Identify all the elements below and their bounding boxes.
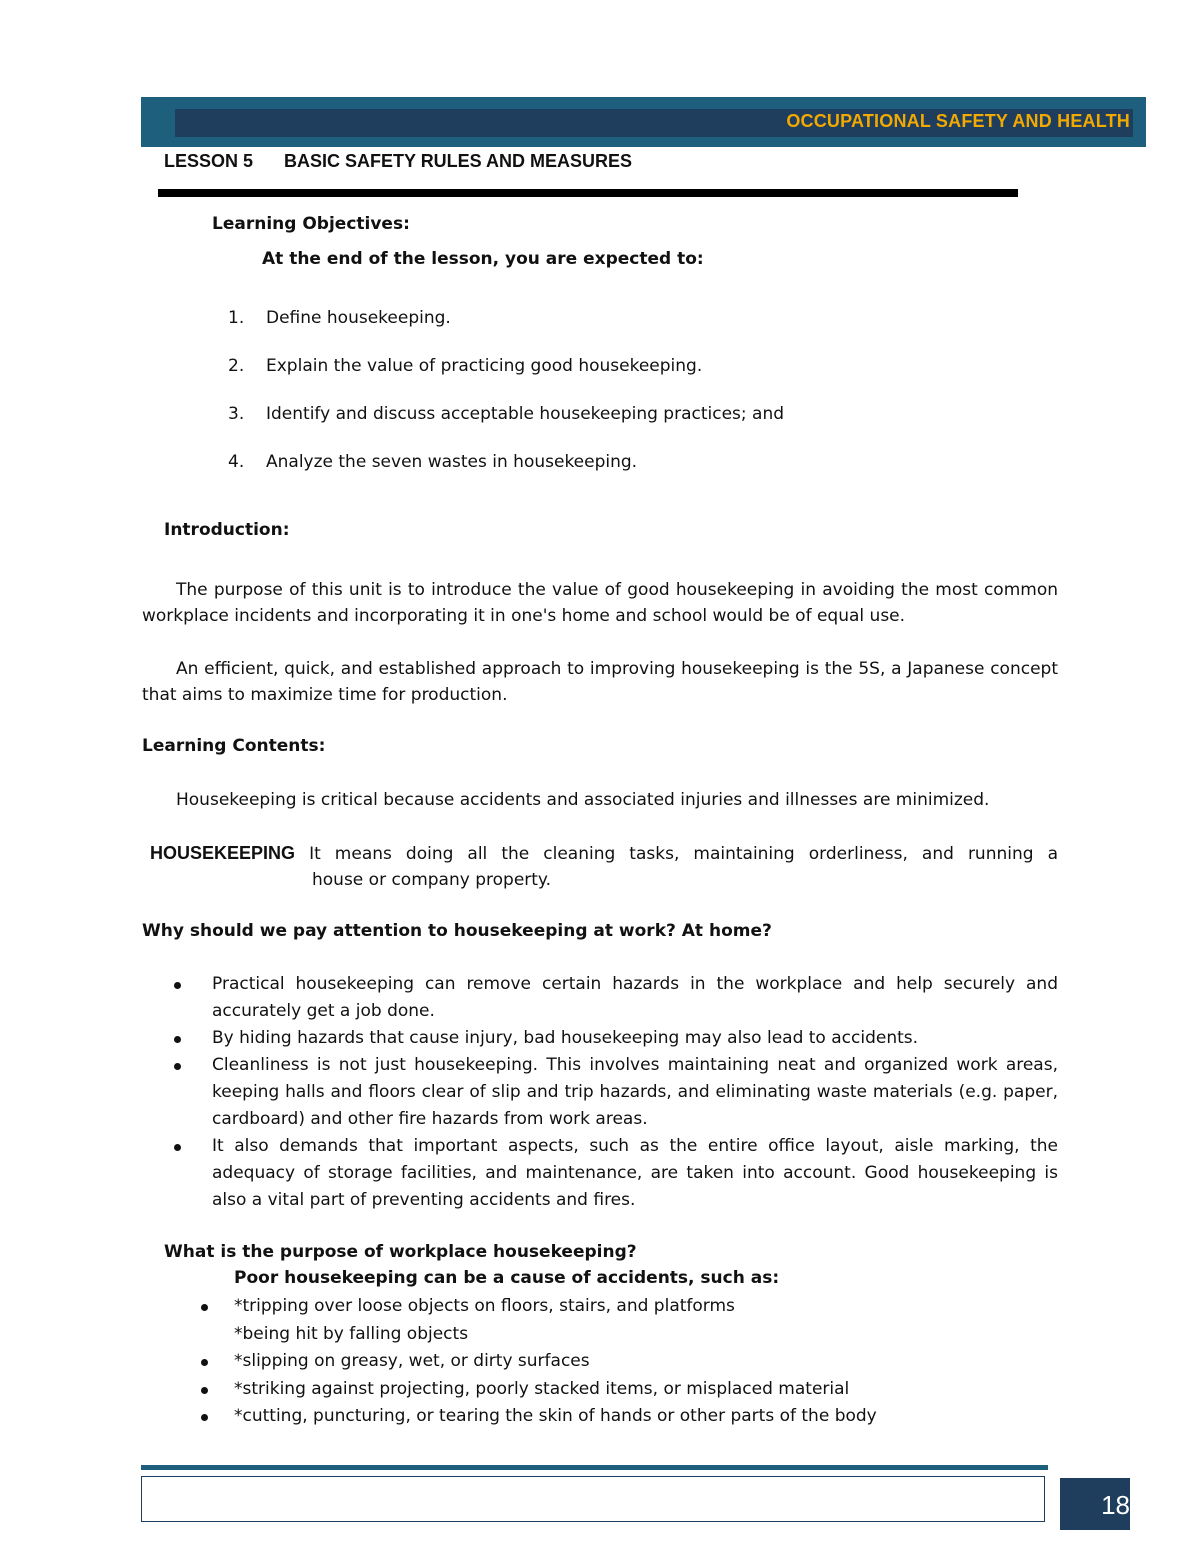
list-item: *slipping on greasy, wet, or dirty surfaces: [197, 1348, 877, 1376]
objectives-heading: Learning Objectives:: [212, 214, 410, 234]
list-item: *striking against projecting, poorly stacked items, or misplaced material: [197, 1376, 877, 1404]
bullet-icon: [174, 982, 181, 989]
definition-text: It means doing all the cleaning tasks, maintaining orderliness, and running a: [309, 844, 1058, 864]
contents-paragraph: Housekeeping is critical because accidents and associated injuries and illnesses are minimized.: [176, 790, 990, 810]
why-heading: Why should we pay attention to housekeeping at work? At home?: [142, 921, 772, 941]
lesson-divider: [158, 189, 1018, 197]
list-item: 1. Define housekeeping.: [228, 308, 451, 328]
introduction-heading: Introduction:: [164, 520, 290, 540]
bullet-icon: [174, 1063, 181, 1070]
purpose-heading: What is the purpose of workplace housekeeping?: [164, 1242, 637, 1262]
definition-line-2: house or company property.: [312, 870, 551, 890]
list-item: 3. Identify and discuss acceptable housekeeping practices; and: [228, 404, 785, 424]
bullet-icon: [201, 1387, 208, 1394]
bullet-icon: [201, 1304, 208, 1311]
lesson-title: BASIC SAFETY RULES AND MEASURES: [284, 151, 633, 171]
footer-box: [141, 1476, 1045, 1522]
list-item: *cutting, puncturing, or tearing the skin of hands or other parts of the body: [197, 1403, 877, 1431]
course-title: OCCUPATIONAL SAFETY AND HEALTH: [786, 111, 1130, 131]
bullet-icon: [174, 1036, 181, 1043]
list-item: Practical housekeeping can remove certain hazards in the workplace and help securely and accurately get a job done.: [172, 971, 1058, 1025]
lesson-heading: [164, 151, 632, 172]
bullet-icon: [201, 1359, 208, 1366]
causes-list: [197, 1293, 877, 1431]
list-item: By hiding hazards that cause injury, bad housekeeping may also lead to accidents.: [172, 1025, 1058, 1052]
list-item: *tripping over loose objects on floors, stairs, and platforms: [197, 1293, 877, 1321]
objectives-intro: At the end of the lesson, you are expected to:: [262, 249, 704, 269]
list-item: 2. Explain the value of practicing good housekeeping.: [228, 356, 703, 376]
contents-heading: Learning Contents:: [142, 736, 326, 756]
objectives-list: [228, 305, 784, 497]
list-item: Cleanliness is not just housekeeping. This involves maintaining neat and organized work areas, keeping halls and floors clear of slip and trip hazards, and eliminating waste materials (e.g. paper, cardboard) and other fire hazards from work areas.: [172, 1052, 1058, 1133]
introduction-paragraph-1: The purpose of this unit is to introduce the value of good housekeeping in avoiding the most common workplace incidents and incorporating it in one's home and school would be of equal use.: [142, 580, 1058, 626]
definition-term: HOUSEKEEPING: [150, 843, 296, 863]
bullet-icon: [201, 1414, 208, 1421]
introduction-paragraph-2: An efficient, quick, and established approach to improving housekeeping is the 5S, a Japanese concept that aims to maximize time for production.: [142, 659, 1058, 705]
purpose-subheading: Poor housekeeping can be a cause of accidents, such as:: [234, 1268, 780, 1288]
list-item: 4. Analyze the seven wastes in housekeeping.: [228, 452, 638, 472]
definition-line-1: [150, 840, 1058, 868]
bullet-icon: [174, 1144, 181, 1151]
footer-rule: [141, 1465, 1048, 1470]
why-list: [172, 971, 1058, 1214]
list-item: It also demands that important aspects, such as the entire office layout, aisle marking, the adequacy of storage facilities, and maintenance, are taken into account. Good housekeeping is also a vital part of preventing accidents and fires.: [172, 1133, 1058, 1214]
lesson-number: LESSON 5: [164, 151, 254, 171]
list-item: *being hit by falling objects: [234, 1323, 469, 1344]
page-number: 18: [1101, 1490, 1130, 1520]
